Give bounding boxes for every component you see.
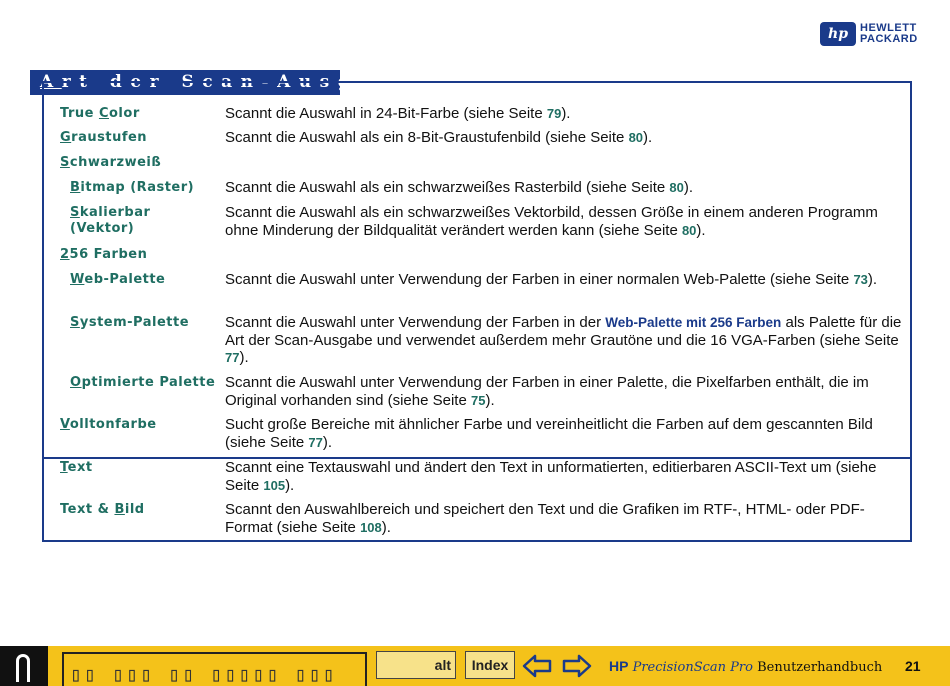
option-term: Volltonfarbe <box>60 417 157 432</box>
option-term: System-Palette <box>70 315 190 330</box>
option-description: Scannt die Auswahl als ein schwarzweißes Vektorbild, dessen Größe in einem anderen Programm ohne Minderung der Bildqualität verändert werden kann (siehe Seite 80). <box>225 204 878 239</box>
section-title-first: A <box>40 72 62 92</box>
page-link[interactable]: 105 <box>263 477 286 493</box>
option-term: Skalierbar (Vektor) <box>70 205 151 236</box>
page-link[interactable]: 79 <box>546 106 562 121</box>
option-description: Scannt die Auswahl in 24-Bit-Farbe (siehe Seite 79). <box>225 105 571 122</box>
page-link[interactable]: 80 <box>681 222 697 238</box>
index-button[interactable]: Index <box>465 651 515 679</box>
scan-output-table <box>42 81 912 542</box>
option-description: Scannt den Auswahlbereich und speichert den Text und die Grafiken im RTF-, HTML- oder PDF-Format (siehe Seite 108). <box>225 501 865 536</box>
option-term: Bitmap (Raster) <box>70 180 195 195</box>
option-term: Text <box>60 460 93 475</box>
footer-banner <box>62 652 367 686</box>
page-link[interactable]: 75 <box>470 392 486 408</box>
logo-line1: HEWLETT <box>860 22 917 34</box>
footer-left-block <box>0 646 48 686</box>
hp-logo <box>820 22 918 46</box>
option-term: Graustufen <box>60 130 148 145</box>
option-term: Text & Bild <box>60 502 145 517</box>
option-description: Scannt die Auswahl unter Verwendung der Farben in der Web-Palette mit 256 Farben als Palette für die Art der Scan-Ausgabe und verwendet außerdem mehr Grautöne und die 16 VGA-Farben (siehe Seite 77). <box>225 314 902 366</box>
section-title-rest: rt der Scan-Ausgabe <box>61 72 418 92</box>
page-link[interactable]: 80 <box>628 130 644 145</box>
option-description: Scannt die Auswahl unter Verwendung der Farben in einer normalen Web-Palette (siehe Seite 73). <box>225 271 878 288</box>
arch-icon <box>16 654 30 682</box>
option-description: Scannt die Auswahl als ein schwarzweißes Rasterbild (siehe Seite 80). <box>225 179 694 196</box>
forward-arrow-icon[interactable] <box>562 653 592 679</box>
inhalt-button[interactable]: alt <box>376 651 456 679</box>
footer-bar <box>0 646 950 686</box>
page-number: 21 <box>905 658 921 674</box>
option-description: Scannt die Auswahl als ein 8-Bit-Graustufenbild (siehe Seite 80). <box>225 129 653 146</box>
banner-ghost-text: ▯▯ ▯▯▯ ▯▯ ▯▯▯▯▯ ▯▯▯ <box>70 662 337 686</box>
page-link[interactable]: 108 <box>360 519 382 535</box>
option-term: Optimierte Palette <box>70 375 216 390</box>
table-divider <box>44 457 910 459</box>
cross-reference-link[interactable]: Web-Palette mit 256 Farben <box>605 315 782 330</box>
option-term: True Color <box>60 106 140 121</box>
option-description: Scannt die Auswahl unter Verwendung der Farben in einer Palette, die Pixelfarben enthält, die im Original vorhanden sind (siehe Seite 75). <box>225 374 869 409</box>
manual-title: HP PrecisionScan Pro Benutzerhandbuch <box>609 658 883 675</box>
back-arrow-icon[interactable] <box>522 653 552 679</box>
hp-logo-badge: hp <box>820 22 856 46</box>
option-term: Schwarzweiß <box>60 155 162 170</box>
page-link[interactable]: 77 <box>225 350 240 365</box>
page-link[interactable]: 73 <box>853 272 868 287</box>
page-link[interactable]: 80 <box>669 180 684 195</box>
option-term: Web-Palette <box>70 272 166 287</box>
option-term: 256 Farben <box>60 247 148 262</box>
page-link[interactable]: 77 <box>308 434 323 450</box>
logo-line2: PACKARD <box>860 33 918 45</box>
option-description: Sucht große Bereiche mit ähnlicher Farbe und vereinheitlicht die Farben auf dem gescannten Bild (siehe Seite 77). <box>225 416 873 451</box>
option-description: Scannt eine Textauswahl und ändert den Text in unformatierten, editierbaren ASCII-Text um (siehe Seite 105). <box>225 459 877 494</box>
